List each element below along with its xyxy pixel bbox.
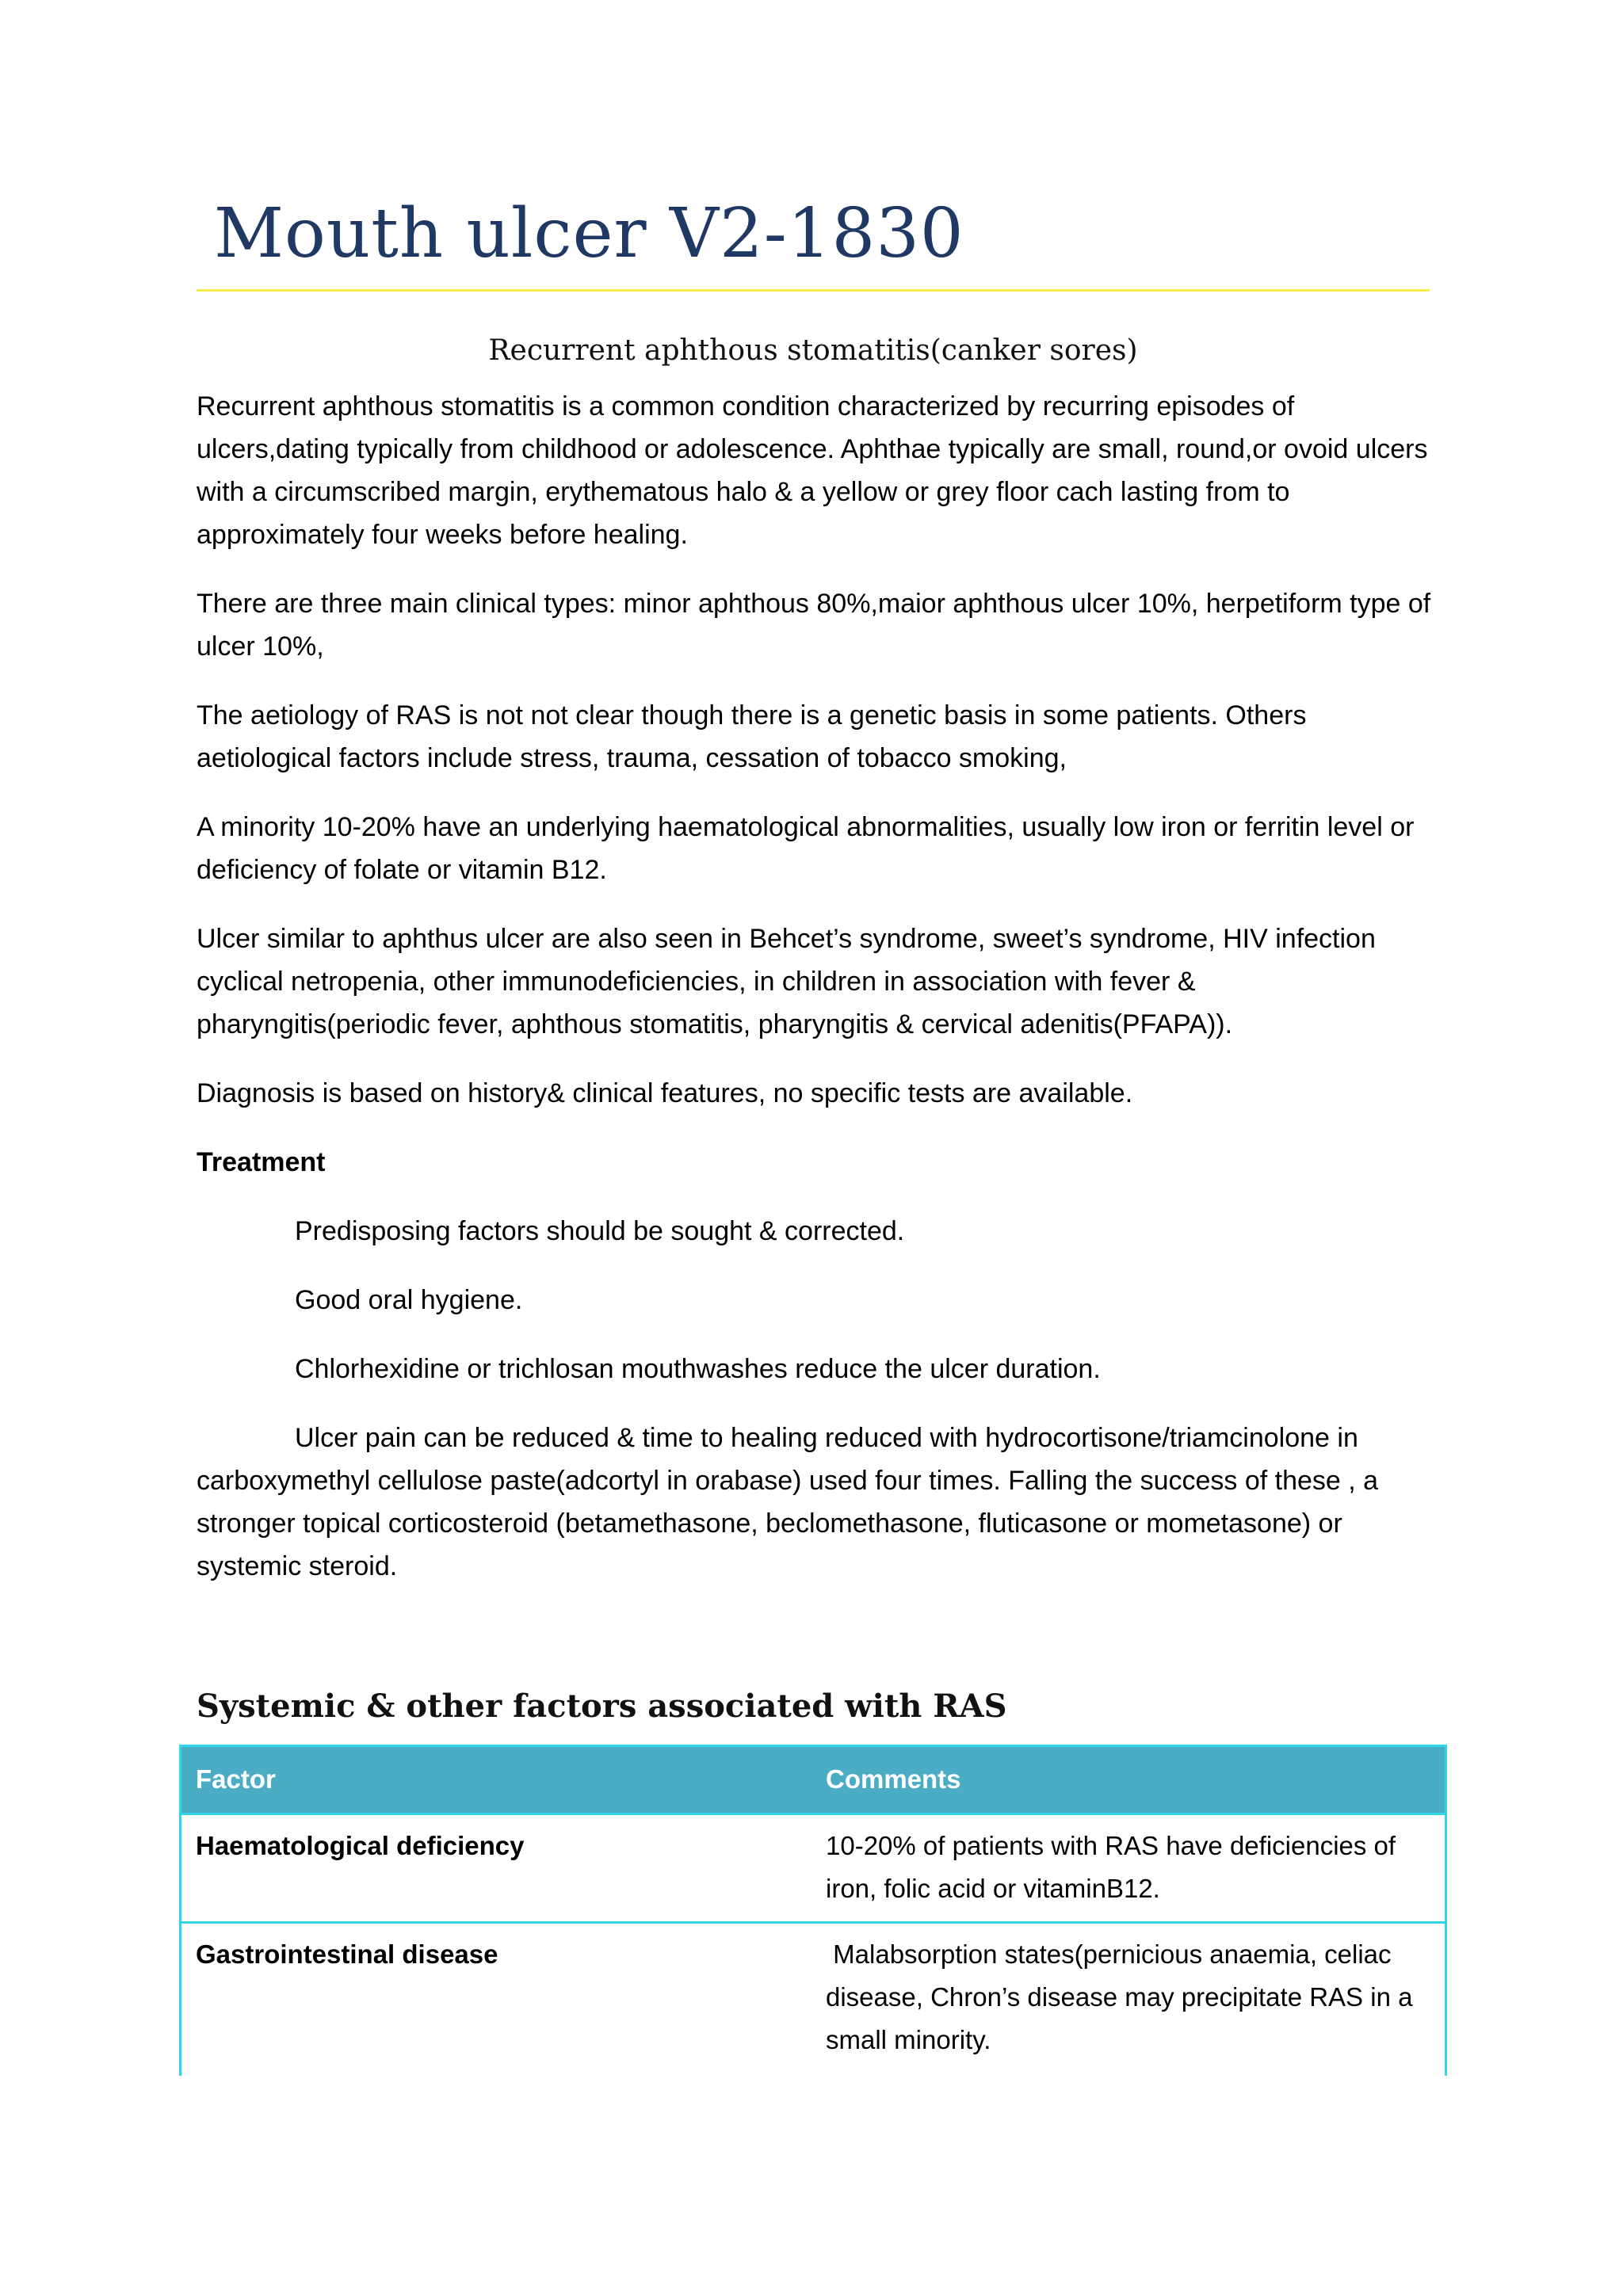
table-header-comments: Comments [826, 1764, 961, 1794]
treatment-item: Ulcer pain can be reduced & time to healing reduced with hydrocortisone/triamcinolone in carboxymethyl cellulose paste(adcortyl in orabase) used four times. Falling the success of these , a stronger topical corticosteroid (betamethasone, beclomethasone, fluticasone or mometasone) or systemic steroid. [197, 1423, 1379, 1581]
table-cell-factor: Haematological deficiency [196, 1831, 525, 1860]
paragraph-diagnosis: Diagnosis is based on history& clinical features, no specific tests are available. [197, 1078, 1133, 1108]
table-cell-comment: Malabsorption states(pernicious anaemia, celiac disease, Chron’s disease may precipitate RAS in a small minority. [826, 1939, 1420, 2054]
paragraph-haematological: A minority 10-20% have an underlying haematological abnormalities, usually low iron or ferritin level or deficiency of folate or vitamin B12. [197, 812, 1415, 885]
treatment-item: Chlorhexidine or trichlosan mouthwashes reduce the ulcer duration. [295, 1354, 1101, 1384]
body-text [197, 385, 1433, 1614]
document-subtitle: Recurrent aphthous stomatitis(canker sores) [488, 334, 1138, 367]
title-underline [197, 289, 1430, 292]
paragraph-similar-ulcers: Ulcer similar to aphthus ulcer are also seen in Behcet’s syndrome, sweet’s syndrome, HIV infection cyclical netropenia, other immunodeficiencies, in children in association with fever & pharyngitis(periodic fever, aphthous stomatitis, pharyngitis & cervical adenitis(PFAPA)). [197, 924, 1376, 1039]
table-header-factor: Factor [196, 1764, 276, 1794]
table-cell-factor: Gastrointestinal disease [196, 1939, 498, 1969]
table-cell-comment: 10-20% of patients with RAS have deficiencies of iron, folic acid or vitaminB12. [826, 1831, 1396, 1903]
treatment-heading: Treatment [197, 1147, 326, 1177]
factors-table [179, 1745, 1447, 2076]
table-header-row [181, 1747, 1445, 1815]
treatment-item: Predisposing factors should be sought & corrected. [295, 1216, 905, 1246]
table-row [181, 1924, 1445, 2074]
document-title: Mouth ulcer V2-1830 [214, 194, 964, 273]
paragraph-intro: Recurrent aphthous stomatitis is a common condition characterized by recurring episodes of ulcers,dating typically from childhood or adolescence. Aphthae typically are small, round,or ovoid ulcers with a circumscribed margin, erythematous halo & a yellow or grey floor cach lasting from to approximately four weeks before healing. [197, 391, 1428, 550]
treatment-item: Good oral hygiene. [295, 1285, 523, 1315]
paragraph-aetiology: The aetiology of RAS is not not clear though there is a genetic basis in some patients. Others aetiological factors include stress, trauma, cessation of tobacco smoking, [197, 700, 1307, 773]
table-row [181, 1815, 1445, 1924]
section-title: Systemic & other factors associated with RAS [197, 1688, 1007, 1725]
paragraph-clinical-types: There are three main clinical types: minor aphthous 80%,maior aphthous ulcer 10%, herpetiform type of ulcer 10%, [197, 589, 1431, 662]
